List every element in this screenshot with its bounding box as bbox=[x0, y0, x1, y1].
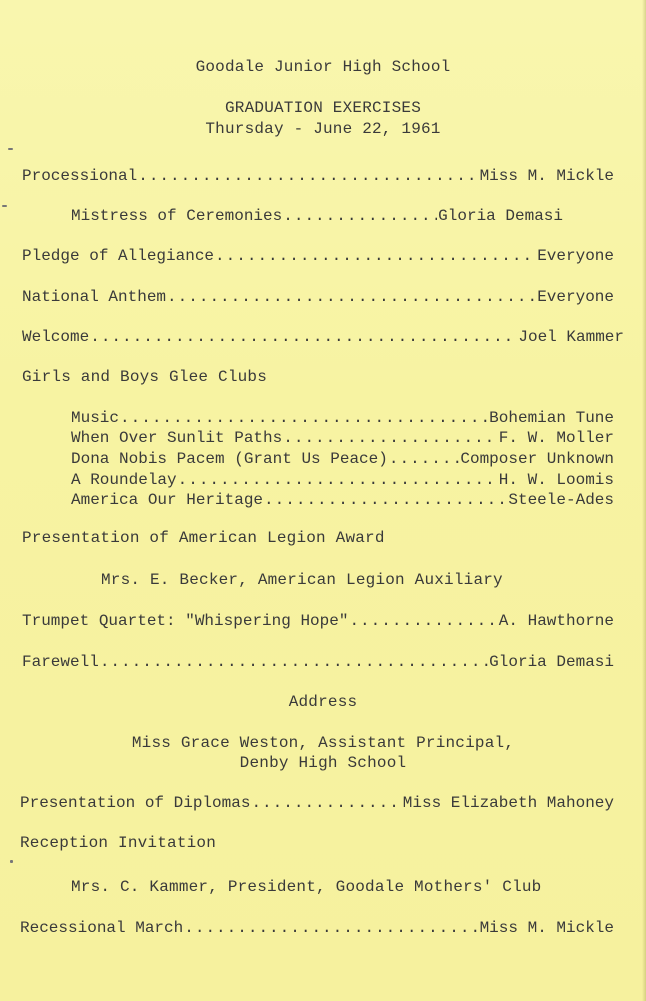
song-composer: Composer Unknown bbox=[460, 450, 614, 468]
row-label: Recessional March bbox=[20, 919, 184, 937]
song-composer: H. W. Loomis bbox=[498, 471, 614, 489]
row-name: Miss Elizabeth Mahoney bbox=[402, 794, 614, 812]
song-title: A Roundelay bbox=[71, 471, 177, 489]
dot-leader bbox=[349, 611, 497, 631]
program-row-mistress bbox=[71, 206, 563, 226]
row-label: Welcome bbox=[22, 328, 90, 346]
program-row-diplomas bbox=[20, 793, 614, 813]
row-label: National Anthem bbox=[22, 288, 167, 306]
song-row bbox=[71, 470, 614, 490]
dot-leader bbox=[138, 166, 478, 186]
row-name: Everyone bbox=[537, 247, 614, 265]
song-composer: F. W. Moller bbox=[498, 429, 614, 447]
row-label: Pledge of Allegiance bbox=[22, 247, 215, 265]
song-title: America Our Heritage bbox=[71, 491, 264, 509]
legion-award-presenter: Mrs. E. Becker, American Legion Auxiliary bbox=[101, 571, 503, 589]
address-speaker-line2: Denby High School bbox=[239, 754, 407, 772]
dot-leader bbox=[100, 652, 488, 672]
dot-leader bbox=[120, 408, 488, 428]
paper-mark bbox=[2, 205, 7, 207]
row-name: Everyone bbox=[537, 288, 614, 306]
dot-leader bbox=[178, 470, 498, 490]
dot-leader bbox=[184, 918, 478, 938]
program-row-pledge bbox=[22, 246, 614, 266]
dot-leader bbox=[215, 246, 536, 266]
legion-award-heading: Presentation of American Legion Award bbox=[22, 529, 385, 547]
program-row-anthem bbox=[22, 287, 614, 307]
page-edge-shadow bbox=[642, 0, 646, 1001]
school-name: Goodale Junior High School bbox=[195, 58, 451, 76]
row-label: Trumpet Quartet: "Whispering Hope" bbox=[22, 612, 349, 630]
dot-leader bbox=[283, 428, 498, 448]
dot-leader bbox=[389, 449, 460, 469]
dot-leader bbox=[90, 327, 517, 347]
row-label: Presentation of Diplomas bbox=[20, 794, 251, 812]
program-row-welcome bbox=[22, 327, 624, 347]
song-title: When Over Sunlit Paths bbox=[71, 429, 283, 447]
paper-mark bbox=[10, 860, 13, 863]
program-row-farewell bbox=[22, 652, 614, 672]
dot-leader bbox=[283, 206, 437, 226]
dot-leader bbox=[264, 490, 507, 510]
song-title: Dona Nobis Pacem (Grant Us Peace) bbox=[71, 450, 388, 468]
program-row-trumpet bbox=[22, 611, 614, 631]
program-row-recessional bbox=[20, 918, 614, 938]
address-heading: Address bbox=[288, 693, 358, 711]
song-row bbox=[71, 490, 614, 510]
glee-club-heading: Girls and Boys Glee Clubs bbox=[22, 368, 268, 386]
song-composer: Steele-Ades bbox=[508, 491, 614, 509]
program-row-processional bbox=[22, 166, 614, 186]
row-label: Farewell bbox=[22, 653, 99, 671]
reception-host: Mrs. C. Kammer, President, Goodale Mothers' Club bbox=[71, 878, 542, 896]
dot-leader bbox=[251, 793, 401, 813]
event-title: GRADUATION EXERCISES bbox=[224, 99, 422, 117]
paper-mark bbox=[8, 148, 13, 150]
row-label: Processional bbox=[22, 167, 138, 185]
row-name: Gloria Demasi bbox=[438, 207, 563, 225]
row-label: Mistress of Ceremonies bbox=[71, 207, 283, 225]
row-name: A. Hawthorne bbox=[498, 612, 614, 630]
row-name: Joel Kammer bbox=[518, 328, 624, 346]
reception-heading: Reception Invitation bbox=[20, 834, 217, 852]
row-name: Gloria Demasi bbox=[489, 653, 614, 671]
song-row bbox=[71, 449, 614, 469]
row-name: Miss M. Mickle bbox=[479, 167, 614, 185]
song-title: Music bbox=[71, 409, 120, 427]
dot-leader bbox=[167, 287, 536, 307]
song-composer: Bohemian Tune bbox=[489, 409, 614, 427]
song-row bbox=[71, 428, 614, 448]
row-name: Miss M. Mickle bbox=[479, 919, 614, 937]
event-date: Thursday - June 22, 1961 bbox=[205, 120, 441, 138]
address-speaker-line1: Miss Grace Weston, Assistant Principal, bbox=[131, 734, 515, 752]
song-row bbox=[71, 408, 614, 428]
